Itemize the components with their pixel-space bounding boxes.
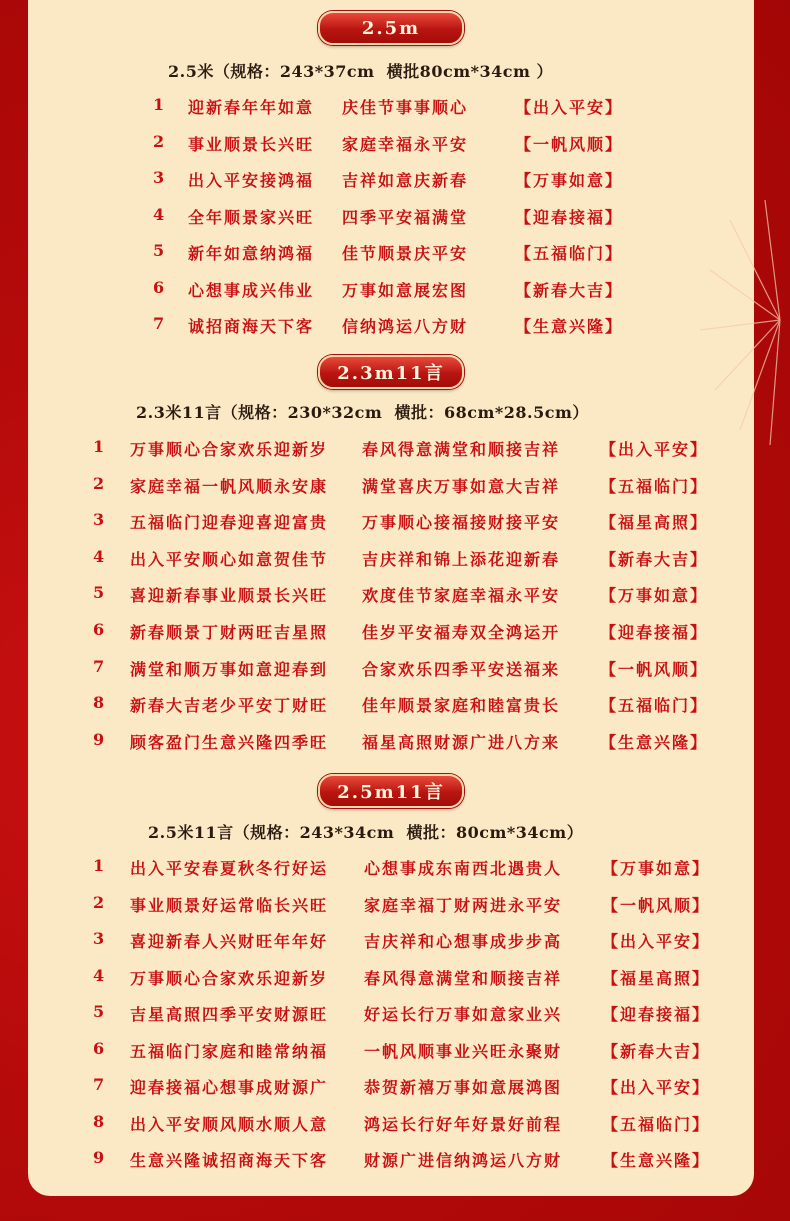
lower-line: 吉庆祥和心想事成步步高	[364, 932, 563, 951]
section-spec: 2.5米（规格：243*37cm 横批80cm*34cm ）	[168, 62, 553, 81]
horizontal-scroll: 【迎春接福】	[600, 623, 709, 642]
lower-line: 万事顺心接福接财接平安	[362, 513, 561, 533]
couplet-row	[28, 132, 754, 156]
row-number: 1	[153, 95, 167, 114]
couplet-row	[28, 966, 754, 990]
content-panel	[28, 0, 754, 1196]
couplet-row	[28, 510, 754, 534]
upper-line: 新春大吉老少平安丁财旺	[130, 696, 329, 716]
upper-line: 出入平安春夏秋冬行好运	[130, 859, 329, 878]
couplet-row	[28, 168, 754, 192]
couplet-row	[28, 314, 754, 338]
row-number: 3	[93, 929, 107, 948]
row-number: 8	[93, 1111, 107, 1131]
couplet-row	[28, 437, 754, 461]
row-number: 2	[93, 473, 107, 493]
couplet-row	[28, 1148, 754, 1172]
horizontal-scroll: 【出入平安】	[600, 440, 709, 459]
lower-line: 吉祥如意庆新春	[342, 171, 469, 190]
couplet-row	[28, 657, 754, 681]
row-number: 7	[93, 1075, 107, 1094]
upper-line: 全年顺景家兴旺	[188, 207, 315, 227]
row-number: 5	[153, 241, 167, 260]
horizontal-scroll: 【万事如意】	[515, 171, 624, 190]
lower-line: 四季平安福满堂	[342, 207, 469, 227]
horizontal-scroll: 【一帆风顺】	[515, 134, 624, 154]
section-spec: 2.3米11言（规格：230*32cm 横批：68cm*28.5cm）	[136, 403, 589, 422]
row-number: 8	[93, 693, 107, 713]
horizontal-scroll: 【出入平安】	[602, 932, 711, 951]
couplet-row	[28, 693, 754, 717]
lower-line: 佳岁平安福寿双全鸿运开	[362, 623, 561, 642]
couplet-row	[28, 1075, 754, 1099]
upper-line: 事业顺景好运常临长兴旺	[130, 895, 329, 915]
lower-line: 佳年顺景家庭和睦富贵长	[362, 696, 561, 716]
couplet-row	[28, 929, 754, 953]
upper-line: 喜迎新春事业顺景长兴旺	[130, 586, 329, 606]
horizontal-scroll: 【万事如意】	[602, 859, 711, 878]
lower-line: 恭贺新禧万事如意展鸿图	[364, 1078, 563, 1097]
upper-line: 五福临门家庭和睦常纳福	[130, 1041, 329, 1061]
couplet-row	[28, 856, 754, 880]
couplet-row	[28, 547, 754, 571]
row-number: 1	[93, 856, 107, 875]
lower-line: 信纳鸿运八方财	[342, 317, 469, 336]
upper-line: 吉星高照四季平安财源旺	[130, 1005, 329, 1024]
lower-line: 鸿运长行好年好景好前程	[364, 1114, 563, 1134]
couplet-row	[28, 1112, 754, 1136]
lower-line: 吉庆祥和锦上添花迎新春	[362, 549, 561, 569]
upper-line: 新春顺景丁财两旺吉星照	[130, 623, 329, 642]
row-number: 1	[93, 437, 107, 456]
lower-line: 欢度佳节家庭幸福永平安	[362, 586, 561, 606]
horizontal-scroll: 【新春大吉】	[515, 280, 624, 300]
couplet-row	[28, 583, 754, 607]
row-number: 7	[153, 314, 167, 333]
upper-line: 五福临门迎春迎喜迎富贵	[130, 513, 329, 533]
horizontal-scroll: 【一帆风顺】	[602, 895, 711, 915]
couplet-row	[28, 241, 754, 265]
section-badge: 2.5m11言	[318, 774, 464, 808]
section-badge: 2.3m11言	[318, 355, 464, 389]
horizontal-scroll: 【五福临门】	[600, 476, 709, 496]
couplet-row	[28, 1039, 754, 1063]
couplet-row	[28, 278, 754, 302]
upper-line: 迎春接福心想事成财源广	[130, 1078, 329, 1097]
lower-line: 庆佳节事事顺心	[342, 98, 469, 117]
couplet-row	[28, 730, 754, 754]
upper-line: 迎新春年年如意	[188, 98, 315, 117]
lower-line: 春风得意满堂和顺接吉祥	[362, 440, 561, 459]
row-number: 2	[153, 131, 167, 151]
row-number: 4	[153, 204, 167, 224]
upper-line: 顾客盈门生意兴隆四季旺	[130, 732, 329, 752]
row-number: 3	[93, 510, 107, 530]
horizontal-scroll: 【新春大吉】	[600, 549, 709, 569]
row-number: 4	[93, 546, 107, 566]
upper-line: 满堂和顺万事如意迎春到	[130, 659, 329, 679]
section-spec: 2.5米11言（规格：243*34cm 横批：80cm*34cm）	[148, 823, 584, 842]
horizontal-scroll: 【福星高照】	[602, 968, 711, 988]
upper-line: 出入平安顺风顺水顺人意	[130, 1114, 329, 1134]
horizontal-scroll: 【五福临门】	[600, 696, 709, 716]
horizontal-scroll: 【出入平安】	[602, 1078, 711, 1097]
row-number: 3	[153, 168, 167, 187]
row-number: 6	[93, 1038, 107, 1058]
upper-line: 万事顺心合家欢乐迎新岁	[130, 440, 329, 459]
couplet-row	[28, 474, 754, 498]
row-number: 5	[93, 583, 107, 603]
upper-line: 新年如意纳鸿福	[188, 244, 315, 263]
upper-line: 万事顺心合家欢乐迎新岁	[130, 968, 329, 988]
row-number: 9	[93, 729, 107, 749]
row-number: 6	[93, 620, 107, 639]
couplet-row	[28, 893, 754, 917]
horizontal-scroll: 【生意兴隆】	[600, 732, 709, 752]
upper-line: 出入平安顺心如意贺佳节	[130, 549, 329, 569]
lower-line: 佳节顺景庆平安	[342, 244, 469, 263]
horizontal-scroll: 【迎春接福】	[602, 1005, 711, 1024]
lower-line: 春风得意满堂和顺接吉祥	[364, 968, 563, 988]
couplet-row	[28, 95, 754, 119]
couplet-row	[28, 1002, 754, 1026]
row-number: 6	[153, 277, 167, 297]
couplet-row	[28, 620, 754, 644]
lower-line: 福星高照财源广进八方来	[362, 732, 561, 752]
couplet-row	[28, 205, 754, 229]
upper-line: 诚招商海天下客	[188, 317, 315, 336]
upper-line: 家庭幸福一帆风顺永安康	[130, 476, 329, 496]
lower-line: 万事如意展宏图	[342, 280, 469, 300]
upper-line: 喜迎新春人兴财旺年年好	[130, 932, 329, 951]
lower-line: 家庭幸福永平安	[342, 134, 469, 154]
lower-line: 财源广进信纳鸿运八方财	[364, 1151, 563, 1170]
horizontal-scroll: 【五福临门】	[602, 1114, 711, 1134]
row-number: 7	[93, 656, 107, 676]
upper-line: 心想事成兴伟业	[188, 280, 315, 300]
row-number: 5	[93, 1002, 107, 1021]
horizontal-scroll: 【一帆风顺】	[600, 659, 709, 679]
lower-line: 一帆风顺事业兴旺永聚财	[364, 1041, 563, 1061]
lower-line: 合家欢乐四季平安送福来	[362, 659, 561, 679]
upper-line: 事业顺景长兴旺	[188, 134, 315, 154]
lower-line: 满堂喜庆万事如意大吉祥	[362, 476, 561, 496]
horizontal-scroll: 【生意兴隆】	[602, 1151, 711, 1170]
horizontal-scroll: 【生意兴隆】	[515, 317, 624, 336]
row-number: 9	[93, 1148, 107, 1167]
upper-line: 生意兴隆诚招商海天下客	[130, 1151, 329, 1170]
lower-line: 心想事成东南西北遇贵人	[364, 859, 563, 878]
horizontal-scroll: 【万事如意】	[600, 586, 709, 606]
horizontal-scroll: 【迎春接福】	[515, 207, 624, 227]
section-badge: 2.5m	[318, 11, 464, 45]
horizontal-scroll: 【出入平安】	[515, 98, 624, 117]
horizontal-scroll: 【五福临门】	[515, 244, 624, 263]
horizontal-scroll: 【福星高照】	[600, 513, 709, 533]
upper-line: 出入平安接鸿福	[188, 171, 315, 190]
row-number: 4	[93, 965, 107, 985]
row-number: 2	[93, 892, 107, 912]
lower-line: 家庭幸福丁财两进永平安	[364, 895, 563, 915]
lower-line: 好运长行万事如意家业兴	[364, 1005, 563, 1024]
horizontal-scroll: 【新春大吉】	[602, 1041, 711, 1061]
